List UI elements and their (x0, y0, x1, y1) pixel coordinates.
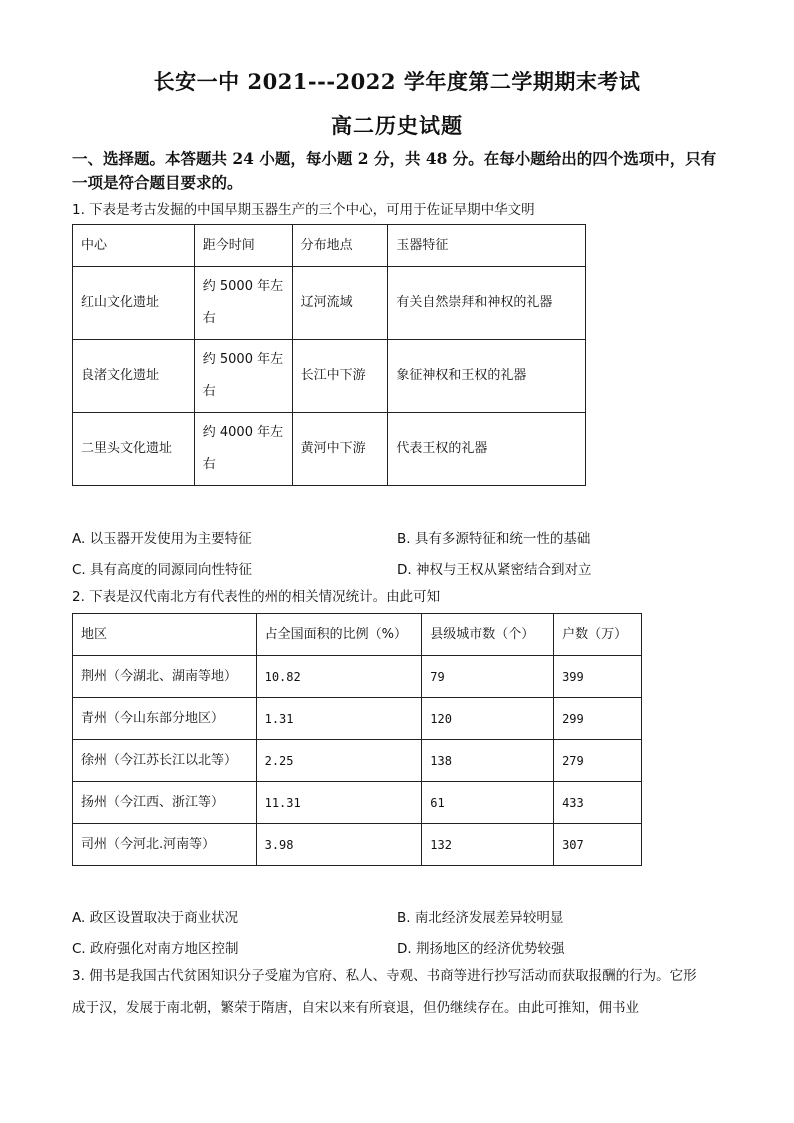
table-cell-ratio: 11.31 (256, 782, 422, 824)
q2-option-b: B. 南北经济发展差异较明显 (397, 910, 564, 926)
q2-option-c: C. 政府强化对南方地区控制 (72, 941, 239, 957)
table-cell-place: 黄河中下游 (292, 413, 388, 486)
question-2-table (72, 613, 642, 866)
table-cell-households: 433 (554, 782, 642, 824)
time-line-a: 约 5000 年左 (202, 352, 284, 367)
table-cell-cities: 132 (422, 824, 554, 866)
exam-title: 长安一中 2021---2022 学年度第二学期期末考试 (153, 69, 641, 94)
table-cell-cities: 79 (422, 656, 554, 698)
time-line-b: 右 (202, 457, 216, 472)
table-header-cell: 占全国面积的比例（%） (256, 614, 422, 656)
table-cell-center: 良渚文化遗址 (73, 340, 195, 413)
section-line-1: 一、选择题。本答题共 24 小题，每小题 2 分，共 48 分。在每小题给出的四个选项中，只有 (72, 149, 717, 168)
question-1-table (72, 224, 586, 486)
table-header-row (73, 225, 586, 267)
table-cell-feature: 象征神权和王权的礼器 (388, 340, 586, 413)
table-cell-households: 299 (554, 698, 642, 740)
table-cell-ratio: 1.31 (256, 698, 422, 740)
table-header-cell: 户数（万） (554, 614, 642, 656)
table-cell-region: 青州（今山东部分地区） (73, 698, 257, 740)
table-row (73, 656, 642, 698)
table-cell-region: 荆州（今湖北、湖南等地） (73, 656, 257, 698)
table-cell-cities: 61 (422, 782, 554, 824)
table-cell-region: 扬州（今江西、浙江等） (73, 782, 257, 824)
table-cell-households: 279 (554, 740, 642, 782)
table-row (73, 267, 586, 340)
table-cell-ratio: 10.82 (256, 656, 422, 698)
q1-option-b: B. 具有多源特征和统一性的基础 (397, 531, 591, 547)
table-cell-feature: 代表王权的礼器 (388, 413, 586, 486)
table-header-cell: 地区 (73, 614, 257, 656)
question-3-line-1: 3. 佣书是我国古代贫困知识分子受雇为官府、私人、寺观、书商等进行抄写活动而获取报酬的行为。它形 (72, 968, 697, 984)
table-row (73, 413, 586, 486)
table-cell-center: 红山文化遗址 (73, 267, 195, 340)
table-cell-feature: 有关自然崇拜和神权的礼器 (388, 267, 586, 340)
question-1-stem: 1. 下表是考古发掘的中国早期玉器生产的三个中心，可用于佐证早期中华文明 (72, 202, 535, 218)
table-row (73, 740, 642, 782)
q2-option-d: D. 荆扬地区的经济优势较强 (397, 941, 565, 957)
q1-option-c: C. 具有高度的同源同向性特征 (72, 562, 253, 578)
section-line-2: 一项是符合题目要求的。 (72, 173, 243, 192)
table-cell-ratio: 3.98 (256, 824, 422, 866)
table-cell-center: 二里头文化遗址 (73, 413, 195, 486)
table-header-cell: 县级城市数（个） (422, 614, 554, 656)
time-line-a: 约 4000 年左 (202, 425, 284, 440)
table-cell-time (194, 340, 292, 413)
table-cell-households: 307 (554, 824, 642, 866)
time-line-b: 右 (202, 311, 216, 326)
table-header-cell: 玉器特征 (388, 225, 586, 267)
q1-option-d: D. 神权与王权从紧密结合到对立 (397, 562, 592, 578)
table-header-cell: 分布地点 (292, 225, 388, 267)
table-cell-place: 长江中下游 (292, 340, 388, 413)
table-header-cell: 中心 (73, 225, 195, 267)
table-row (73, 340, 586, 413)
section-instructions (72, 147, 732, 195)
table-header-row (73, 614, 642, 656)
table-cell-time (194, 267, 292, 340)
table-cell-time (194, 413, 292, 486)
exam-subtitle: 高二历史试题 (331, 113, 463, 138)
question-3-line-2: 成于汉，发展于南北朝，繁荣于隋唐，自宋以来有所衰退，但仍继续存在。由此可推知，佣书业 (72, 1000, 639, 1016)
time-line-b: 右 (202, 384, 216, 399)
table-row (73, 824, 642, 866)
table-cell-region: 司州（今河北.河南等） (73, 824, 257, 866)
table-header-cell: 距今时间 (194, 225, 292, 267)
table-cell-households: 399 (554, 656, 642, 698)
question-2-stem: 2. 下表是汉代南北方有代表性的州的相关情况统计。由此可知 (72, 589, 441, 605)
table-cell-cities: 138 (422, 740, 554, 782)
table-row (73, 782, 642, 824)
question-3-stem (72, 960, 732, 1024)
q2-option-a: A. 政区设置取决于商业状况 (72, 910, 239, 926)
table-row (73, 698, 642, 740)
q1-option-a: A. 以玉器开发使用为主要特征 (72, 531, 252, 547)
table-cell-ratio: 2.25 (256, 740, 422, 782)
table-cell-region: 徐州（今江苏长江以北等） (73, 740, 257, 782)
time-line-a: 约 5000 年左 (202, 279, 284, 294)
table-cell-place: 辽河流域 (292, 267, 388, 340)
table-cell-cities: 120 (422, 698, 554, 740)
